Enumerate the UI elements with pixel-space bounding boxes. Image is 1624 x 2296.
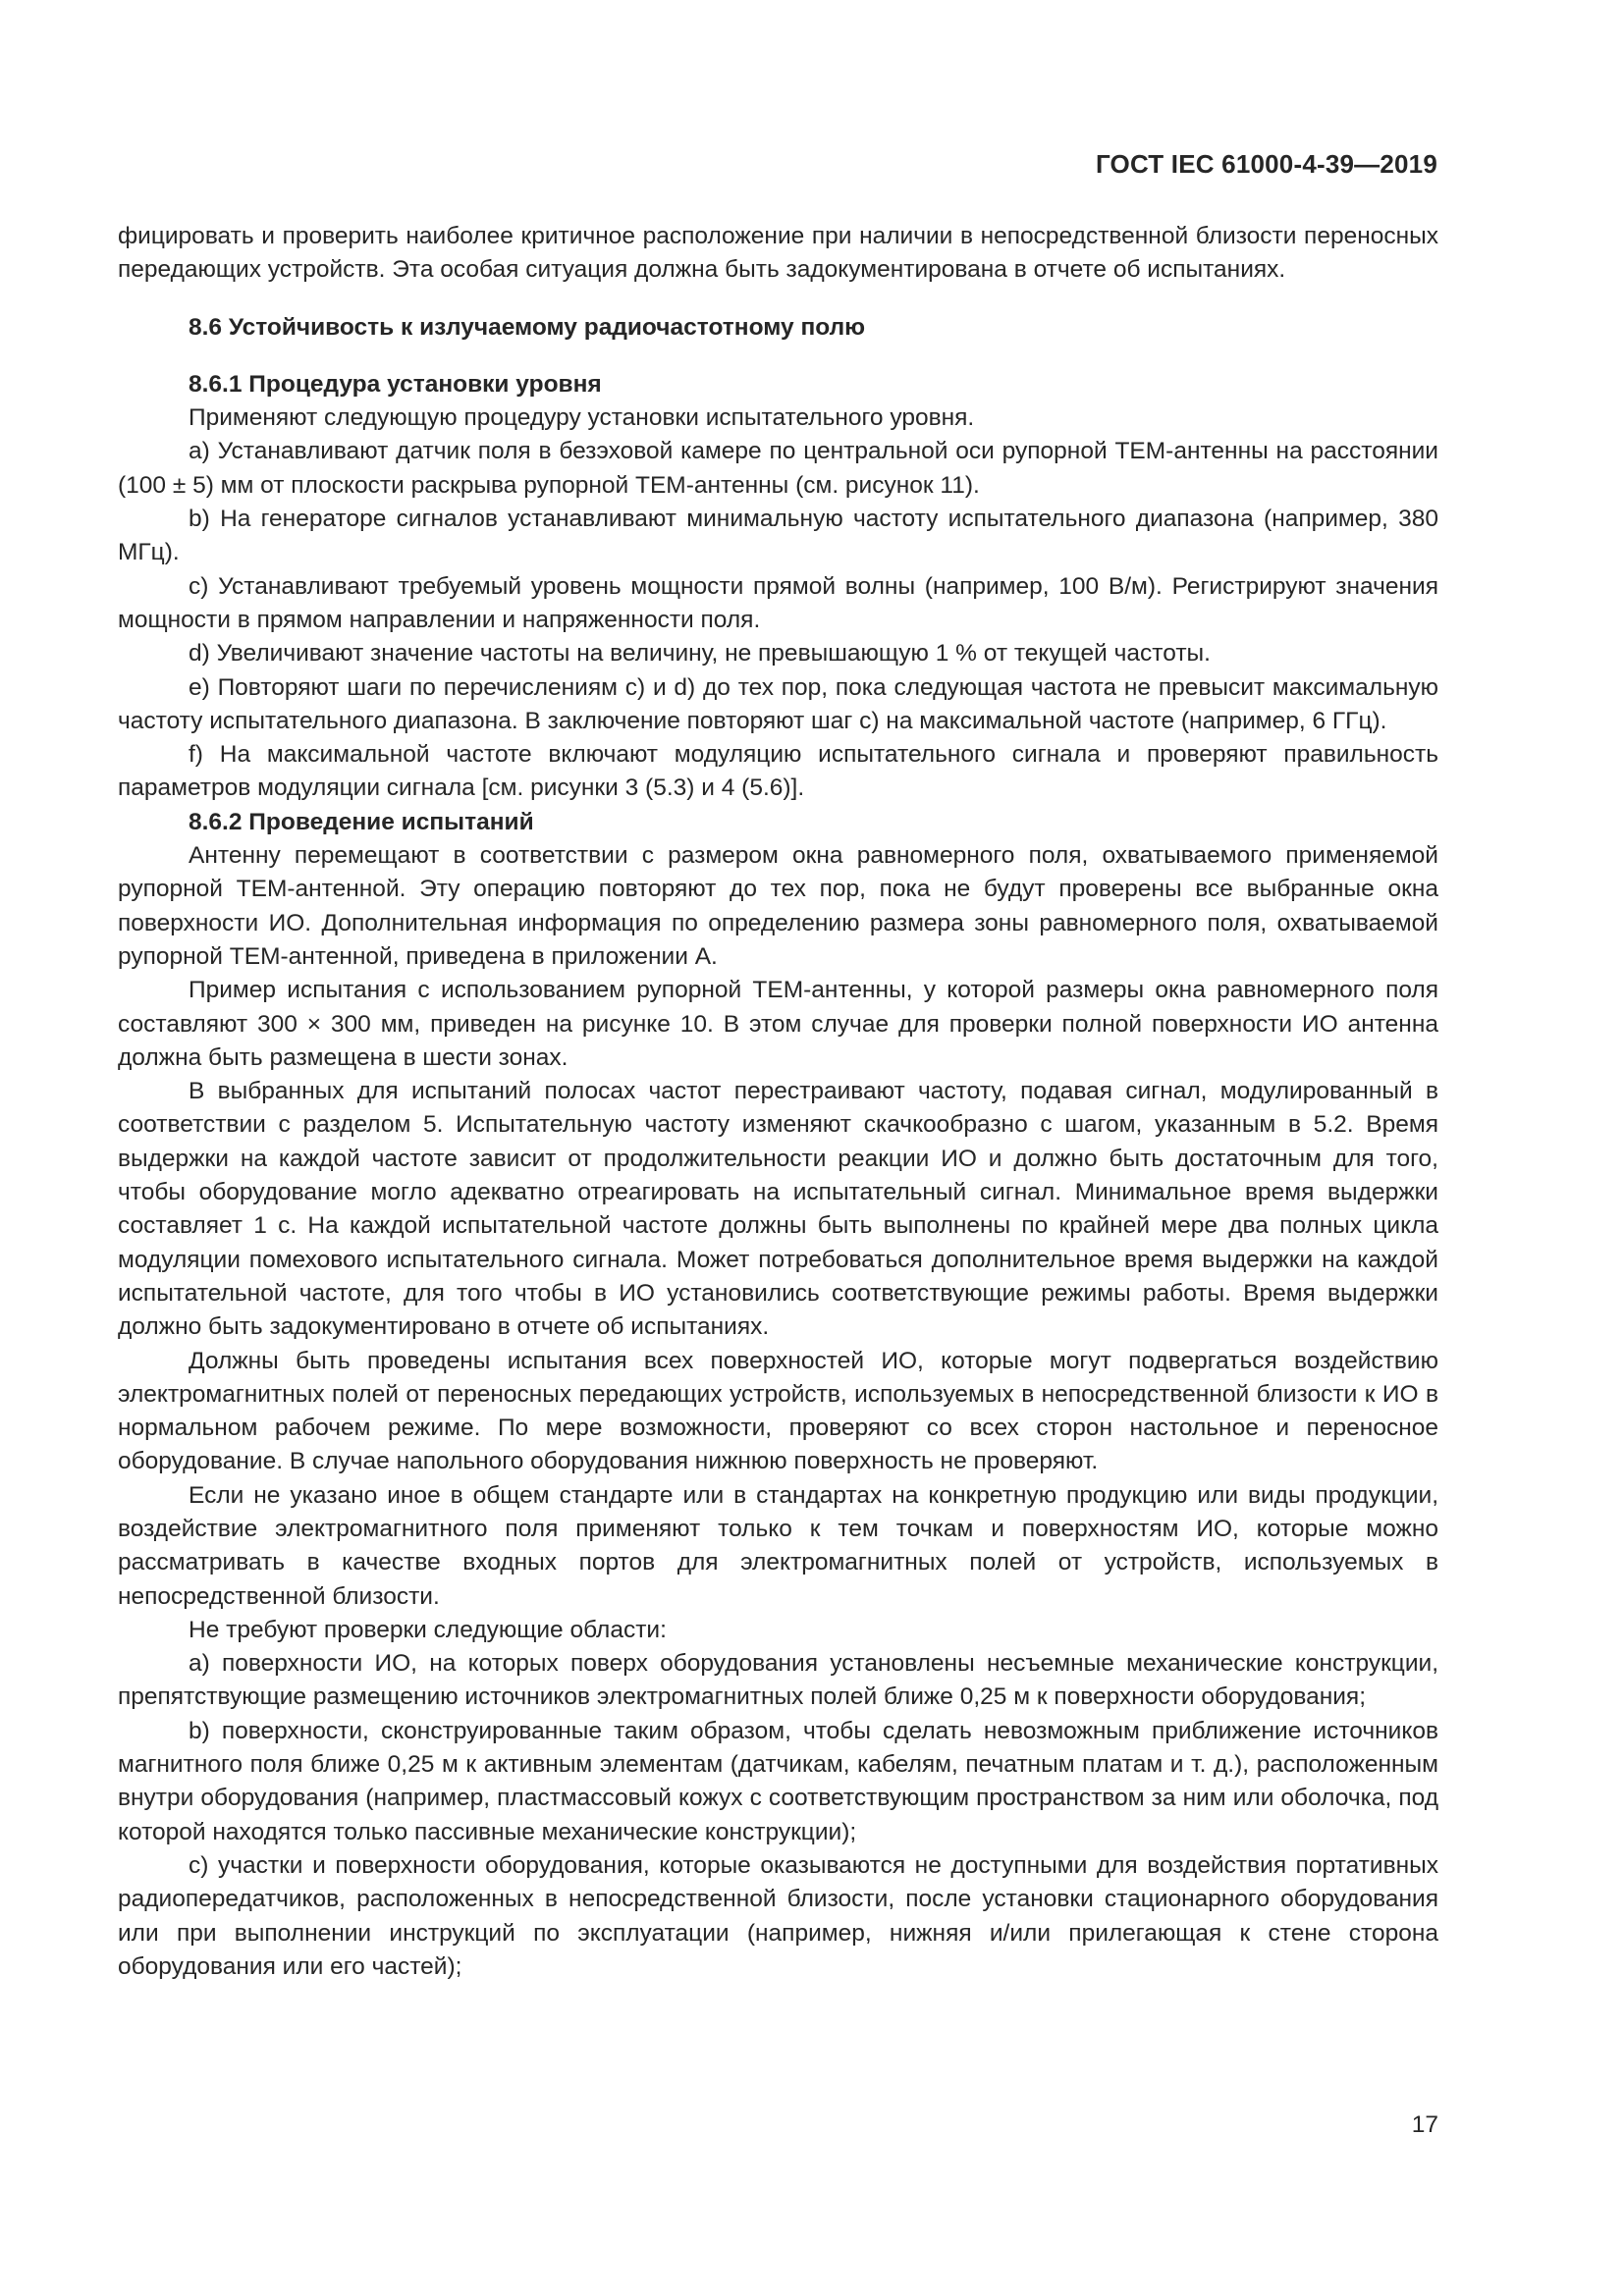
section-8-6-1-title: 8.6.1 Процедура установки уровня xyxy=(189,370,602,398)
list-item-a: а) Устанавливают датчик поля в безэховой камере по центральной оси рупорной ТЕМ-антенны на расстоянии (100 ± 5) мм от плоскости раскрыва рупорной ТЕМ-антенны (см. рисунок 11). xyxy=(118,438,1438,499)
paragraph: Не требуют проверки следующие области: xyxy=(189,1616,667,1643)
page-number: 17 xyxy=(1411,2111,1438,2138)
document-body xyxy=(118,220,1438,1984)
list-item-b: b) поверхности, сконструированные таким образом, чтобы сделать невозможным приближение источников магнитного поля ближе 0,25 м к активным элементам (датчикам, кабелям, печатным платам и т. д.), расположенным внутри оборудования (например, пластмассовый кожух с соответствующим пространством за ним или оболочка, под которой находятся только пассивные механические конструкции); xyxy=(118,1717,1438,1845)
paragraph: Антенну перемещают в соответствии с размером окна равномерного поля, охватываемого применяемой рупорной ТЕМ-антенной. Эту операцию повторяют до тех пор, пока не будут проверены все выбранные окна поверхности ИО. Дополнительная информация по определению размера зоны равномерного поля, охватываемой рупорной ТЕМ-антенной, приведена в приложении А. xyxy=(118,842,1438,970)
document-header: ГОСТ IEC 61000-4-39—2019 xyxy=(1095,149,1437,179)
paragraph: Применяют следующую процедуру установки испытательного уровня. xyxy=(189,404,975,432)
list-item-a: а) поверхности ИО, на которых поверх оборудования установлены несъемные механические конструкции, препятствующие размещению источников электромагнитных полей ближе 0,25 м к поверхности оборудования; xyxy=(118,1650,1438,1711)
list-item-e: e) Повторяют шаги по перечислениям с) и d) до тех пор, пока следующая частота не превысит максимальную частоту испытательного диапазона. В заключение повторяют шаг с) на максимальной частоте (например, 6 ГГц). xyxy=(118,673,1438,734)
list-item-c: с) Устанавливают требуемый уровень мощности прямой волны (например, 100 В/м). Регистрируют значения мощности в прямом направлении и напряженности поля. xyxy=(118,572,1438,633)
paragraph: Должны быть проведены испытания всех поверхностей ИО, которые могут подвергаться воздействию электромагнитных полей от переносных передающих устройств, используемых в непосредственной близости к ИО в нормальном рабочем режиме. По мере возможности, проверяют со всех сторон настольное и переносное оборудование. В случае напольного оборудования нижнюю поверхность не проверяют. xyxy=(118,1347,1438,1475)
section-8-6-2-title: 8.6.2 Проведение испытаний xyxy=(189,808,534,835)
list-item-c: с) участки и поверхности оборудования, которые оказываются не доступными для воздействия портативных радиопередатчиков, расположенных в непосредственной близости, после установки стационарного оборудования или при выполнении инструкций по эксплуатации (например, нижняя и/или прилегающая к стене сторона оборудования или его частей); xyxy=(118,1851,1438,1980)
section-8-6-title: 8.6 Устойчивость к излучаемому радиочастотному полю xyxy=(189,313,866,341)
list-item-b: b) На генераторе сигналов устанавливают минимальную частоту испытательного диапазона (например, 380 МГц). xyxy=(118,506,1438,566)
paragraph: Пример испытания с использованием рупорной ТЕМ-антенны, у которой размеры окна равномерного поля составляют 300 × 300 мм, приведен на рисунке 10. В этом случае для проверки полной поверхности ИО антенна должна быть размещена в шести зонах. xyxy=(118,977,1438,1071)
paragraph: В выбранных для испытаний полосах частот перестраивают частоту, подавая сигнал, модулированный в соответствии с разделом 5. Испытательную частоту изменяют скачкообразно с шагом, указанным в 5.2. Время выдержки на каждой частоте зависит от продолжительности реакции ИО и должно быть достаточным для того, чтобы оборудование могло адекватно отреагировать на испытательный сигнал. Минимальное время выдержки составляет 1 с. На каждой испытательной частоте должны быть выполнены по крайней мере два полных цикла модуляции помехового испытательного сигнала. Может потребоваться дополнительное время выдержки на каждой испытательной частоте, для того чтобы в ИО установились соответствующие режимы работы. Время выдержки должно быть задокументировано в отчете об испытаниях. xyxy=(118,1078,1438,1341)
list-item-d: d) Увеличивают значение частоты на величину, не превышающую 1 % от текущей частоты. xyxy=(189,640,1211,667)
paragraph: Если не указано иное в общем стандарте или в стандартах на конкретную продукцию или виды продукции, воздействие электромагнитного поля применяют только к тем точкам и поверхностям ИО, которые можно рассматривать в качестве входных портов для электромагнитных полей от устройств, используемых в непосредственной близости. xyxy=(118,1481,1438,1610)
list-item-f: f) На максимальной частоте включают модуляцию испытательного сигнала и проверяют правильность параметров модуляции сигнала [см. рисунки 3 (5.3) и 4 (5.6)]. xyxy=(118,741,1438,802)
intro-continuation: фицировать и проверить наиболее критичное расположение при наличии в непосредственной близости переносных передающих устройств. Эта особая ситуация должна быть задокументирована в отчете об испытаниях. xyxy=(118,223,1438,284)
